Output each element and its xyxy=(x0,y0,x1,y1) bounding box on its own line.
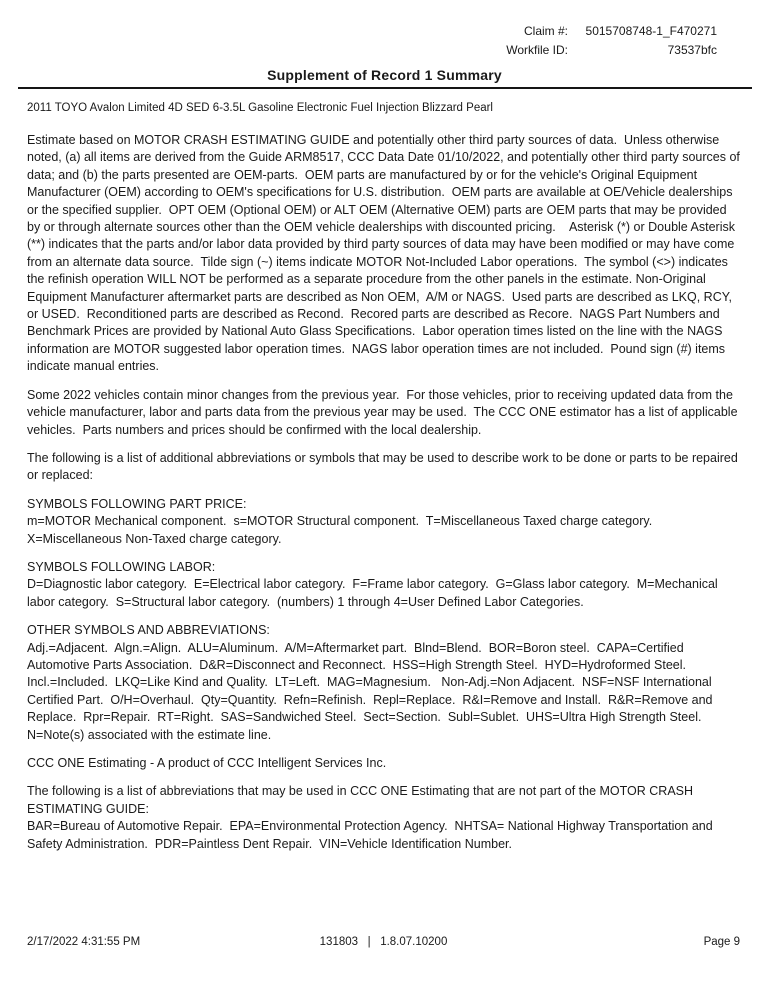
page-footer xyxy=(27,936,742,1000)
section-text-labor: D=Diagnostic labor category. E=Electrical labor category. F=Frame labor category. G=Glass labor category. M=Mechanical labor category. S=Structural labor category. (numbers) 1 through 4=User Defined Labor Categories. xyxy=(27,577,722,609)
workfile-id-row xyxy=(27,41,742,60)
section-ccc-abbreviations xyxy=(27,783,742,853)
paragraph-estimate-basis: Estimate based on MOTOR CRASH ESTIMATING GUIDE and potentially other third party sources of data. Unless otherwise noted, (a) all items are derived from the Guide ARM8517, CCC Data Date 01/10/2022, and potentially other third party sources of data; and (b) the parts presented are OEM-parts. OEM parts are manufactured by or for the vehicle's Original Equipment Manufacturer (OEM) according to OEM's specifications for U.S. distribution. OEM parts are available at OE/Vehicle dealerships or the specified supplier. OPT OEM (Optional OEM) or ALT OEM (Alternative OEM) parts are OEM parts that may be provided by or through alternate sources other than the OEM vehicle dealerships with discounted pricing. Asterisk (*) or Double Asterisk (**) indicates that the parts and/or labor data provided by third party sources of data may have been modified or may have come from an alternate data source. Tilde sign (~) items indicate MOTOR Not-Included Labor operations. The symbol (<>) indicates the refinish operation WILL NOT be performed as a separate procedure from the other panels in the estimate. Non-Original Equipment Manufacturer aftermarket parts are described as Non OEM, A/M or NAGS. Used parts are described as LKQ, RCY, or USED. Reconditioned parts are described as Recond. Recored parts are described as Recore. NAGS Part Numbers and Benchmark Prices are provided by National Auto Glass Specifications. Labor operation times listed on the line with the NAGS information are MOTOR suggested labor operation times. NAGS labor operation times are not included. Pound sign (#) items indicate manual entries. xyxy=(27,133,744,374)
paragraph-ccc-product: CCC ONE Estimating - A product of CCC Intelligent Services Inc. xyxy=(27,756,387,770)
section-heading-other-symbols: OTHER SYMBOLS AND ABBREVIATIONS: xyxy=(27,623,270,638)
section-other-symbols xyxy=(27,622,742,744)
section-heading-part-price: SYMBOLS FOLLOWING PART PRICE: xyxy=(27,496,247,511)
workfile-id-value: 73537bfc xyxy=(667,43,717,57)
section-heading-labor: SYMBOLS FOLLOWING LABOR: xyxy=(27,559,216,574)
footer-page-number: Page 9 xyxy=(703,936,741,948)
claim-number-value: 5015708748-1_F470271 xyxy=(585,24,717,38)
paragraph-2022-vehicles: Some 2022 vehicles contain minor changes from the previous year. For those vehicles, prior to receiving updated data from the vehicle manufacturer, labor and parts data from the previous year may be used. The CCC ONE estimator has a list of applicable vehicles. Parts numbers and prices should be confirmed with the local dealership. xyxy=(27,387,742,437)
section-text-part-price: m=MOTOR Mechanical component. s=MOTOR Structural component. T=Miscellaneous Taxed charge category. X=Miscellaneous Non-Taxed charge category. xyxy=(27,514,660,546)
vehicle-description: 2011 TOYO Avalon Limited 4D SED 6-3.5L Gasoline Electronic Fuel Injection Blizzard Pearl xyxy=(27,102,493,114)
ccc-abbreviations-intro: The following is a list of abbreviations that may be used in CCC ONE Estimating that are not part of the MOTOR CRASH ESTIMATING GUIDE: xyxy=(27,784,697,816)
workfile-id-label: Workfile ID: xyxy=(506,43,568,57)
page-title: Supplement of Record 1 Summary xyxy=(267,67,502,83)
section-symbols-part-price xyxy=(27,496,742,548)
footer-timestamp: 2/17/2022 4:31:55 PM xyxy=(27,936,141,948)
title-underline xyxy=(18,87,752,89)
claim-number-label: Claim #: xyxy=(523,24,568,38)
claim-number-row xyxy=(27,22,742,41)
section-text-other-symbols: Adj.=Adjacent. Algn.=Align. ALU=Aluminum. A/M=Aftermarket part. Blnd=Blend. BOR=Boron steel. CAPA=Certified Automotive Parts Association. D&R=Disconnect and Reconnect. HSS=High Strength Steel. HYD=Hydroformed Steel. Incl.=Included. LKQ=Like Kind and Quality. LT=Left. MAG=Magnesium. Non-Adj.=Non Adjacent. NSF=NSF International Certified Part. O/H=Overhaul. Qty=Quantity. Refn=Refinish. Repl=Replace. R&I=Remove and Install. R&R=Remove and Replace. Rpr=Repair. RT=Right. SAS=Sandwiched Steel. Sect=Section. Subl=Sublet. UHS=Ultra High Strength Steel. N=Note(s) associated with the estimate line. xyxy=(27,640,716,742)
ccc-abbreviations-list: BAR=Bureau of Automotive Repair. EPA=Environmental Protection Agency. NHTSA= National Highway Transportation and Safety Administration. PDR=Paintless Dent Repair. VIN=Vehicle Identification Number. xyxy=(27,819,717,851)
paragraph-abbreviations-intro: The following is a list of additional abbreviations or symbols that may be used to describe work to be done or parts to be repaired or replaced: xyxy=(27,450,742,483)
claim-info-block xyxy=(27,22,742,60)
footer-version: 131803 | 1.8.07.10200 xyxy=(319,936,448,948)
section-symbols-labor xyxy=(27,559,742,611)
